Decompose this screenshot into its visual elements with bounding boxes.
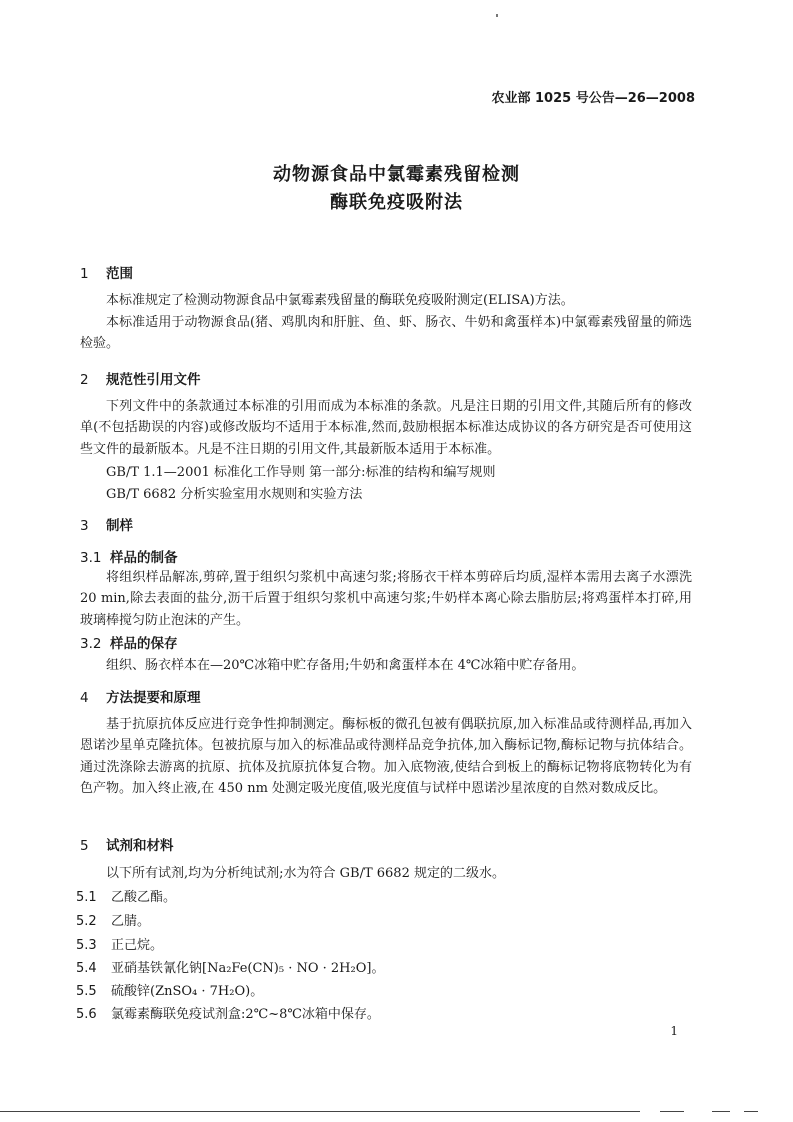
section-number: 3 xyxy=(80,518,89,534)
item-text: 乙酸乙酯。 xyxy=(111,890,177,905)
section-number: 5 xyxy=(80,838,89,854)
reagent-item xyxy=(76,934,163,953)
section-4-heading xyxy=(80,686,201,706)
item-text: 正己烷。 xyxy=(111,938,164,953)
section-2-paragraph: 下列文件中的条款通过本标准的引用而成为本标准的条款。凡是注日期的引用文件,其随后所有的修改单(不包括勘误的内容)或修改版均不适用于本标准,然而,鼓励根据本标准达成协议的各方研究是否可使用这些文件的最新版本。凡是不注日期的引用文件,其最新版本适用于本标准。 xyxy=(80,399,692,457)
scan-edge-line xyxy=(0,1111,640,1112)
reference-2: GB/T 6682 分析实验室用水规则和实验方法 xyxy=(106,487,363,502)
subsection-number: 3.1 xyxy=(80,550,102,566)
section-title: 规范性引用文件 xyxy=(106,372,201,388)
item-text: 硫酸锌(ZnSO₄ · 7H₂O)。 xyxy=(111,984,264,999)
section-1-heading xyxy=(80,262,133,282)
reagent-item xyxy=(76,1003,380,1022)
section-title: 方法提要和原理 xyxy=(106,690,201,706)
section-number: 4 xyxy=(80,690,89,706)
title-line-2: 酶联免疫吸附法 xyxy=(330,192,463,213)
scan-edge-line xyxy=(744,1111,758,1112)
section-5-heading xyxy=(80,834,174,854)
item-text: 氯霉素酶联免疫试剂盒:2℃~8℃冰箱中保存。 xyxy=(111,1007,380,1022)
item-number: 5.3 xyxy=(76,938,97,953)
scan-edge-line xyxy=(712,1111,730,1112)
item-number: 5.1 xyxy=(76,890,97,905)
section-4-paragraph: 基于抗原抗体反应进行竞争性抑制测定。酶标板的微孔包被有偶联抗原,加入标准品或待测样品,再加入恩诺沙星单克隆抗体。包被抗原与加入的标准品或待测样品竞争抗体,加入酶标记物,酶标记物与抗体结合。通过洗涤除去游离的抗原、抗体及抗原抗体复合物。加入底物液,使结合到板上的酶标记物将底物转化为有色产物。加入终止液,在 450 nm 处测定吸光度值,吸光度值与试样中恩诺沙星浓度的自然对数成反比。 xyxy=(80,717,692,796)
item-number: 5.5 xyxy=(76,984,97,999)
page-number: 1 xyxy=(670,1024,678,1038)
item-text: 乙腈。 xyxy=(111,914,151,929)
section-title: 范围 xyxy=(106,266,133,282)
reagent-item xyxy=(76,980,263,999)
section-title: 制样 xyxy=(106,518,133,534)
section-title: 试剂和材料 xyxy=(106,838,174,854)
scan-speck xyxy=(496,14,498,17)
reagent-item xyxy=(76,886,176,905)
title-line-1: 动物源食品中氯霉素残留检测 xyxy=(273,164,520,185)
section-5-intro: 以下所有试剂,均为分析纯试剂;水为符合 GB/T 6682 规定的二级水。 xyxy=(106,866,505,881)
item-text: 亚硝基铁氰化钠[Na₂Fe(CN)₅ · NO · 2H₂O]。 xyxy=(111,961,385,976)
subsection-title: 样品的制备 xyxy=(110,550,178,566)
subsection-3-2-paragraph: 组织、肠衣样本在—20℃冰箱中贮存备用;牛奶和禽蛋样本在 4℃冰箱中贮存备用。 xyxy=(106,658,585,673)
section-1-paragraph-2: 本标准适用于动物源食品(猪、鸡肌肉和肝脏、鱼、虾、肠衣、牛奶和禽蛋样本)中氯霉素残留量的筛选检验。 xyxy=(80,315,692,352)
section-2-heading xyxy=(80,368,201,388)
subsection-3-1-heading xyxy=(80,546,178,566)
standard-id: 农业部 1025 号公告—26—2008 xyxy=(491,91,695,106)
item-number: 5.2 xyxy=(76,914,97,929)
item-number: 5.4 xyxy=(76,961,97,976)
section-1-paragraph-1: 本标准规定了检测动物源食品中氯霉素残留量的酶联免疫吸附测定(ELISA)方法。 xyxy=(106,293,574,308)
subsection-title: 样品的保存 xyxy=(110,636,178,652)
item-number: 5.6 xyxy=(76,1007,97,1022)
subsection-number: 3.2 xyxy=(80,636,102,652)
scan-edge-line xyxy=(660,1111,684,1112)
subsection-3-2-heading xyxy=(80,632,178,652)
section-number: 2 xyxy=(80,372,89,388)
reference-1: GB/T 1.1—2001 标准化工作导则 第一部分:标准的结构和编写规则 xyxy=(106,465,496,480)
reagent-item xyxy=(76,957,384,976)
subsection-3-1-paragraph: 将组织样品解冻,剪碎,置于组织匀浆机中高速匀浆;将肠衣干样本剪碎后均质,湿样本需用去离子水漂洗 20 min,除去表面的盐分,沥干后置于组织匀浆机中高速匀浆;牛奶样本离心除去脂肪层;将鸡蛋样本打碎,用玻璃棒搅匀防止泡沫的产生。 xyxy=(80,570,692,628)
reagent-item xyxy=(76,910,150,929)
section-number: 1 xyxy=(80,266,89,282)
section-3-heading xyxy=(80,514,133,534)
